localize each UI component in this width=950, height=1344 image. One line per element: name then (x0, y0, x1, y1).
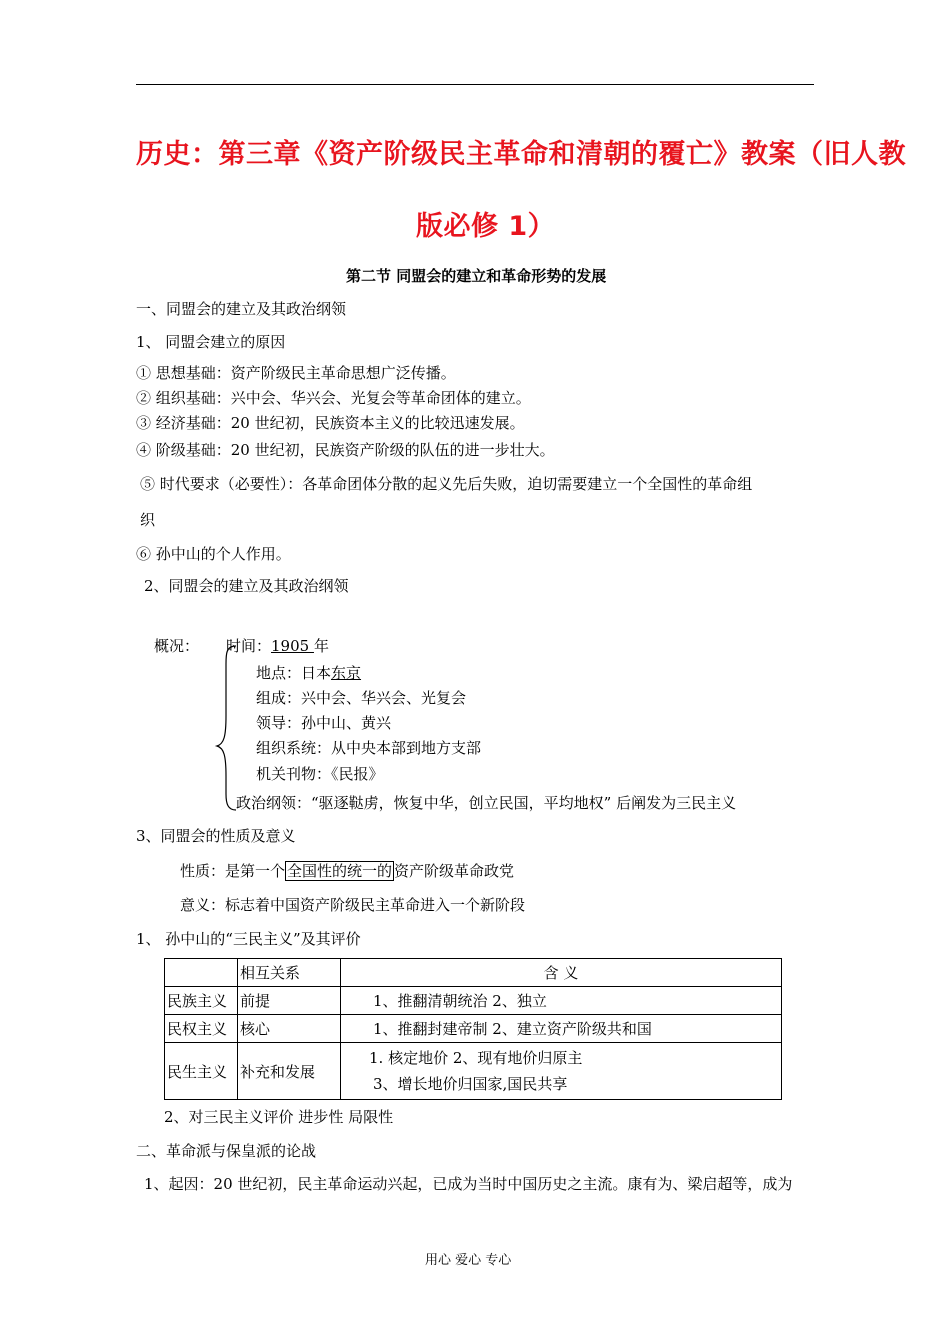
time-value: 1905 (271, 637, 314, 655)
table-row (165, 1015, 782, 1043)
page-footer: 用心 爱心 专心 (425, 1253, 512, 1268)
table-cell (341, 1043, 782, 1100)
table-cell: 补充和发展 (238, 1043, 341, 1100)
table-cell-line: 1. 核定地价 2、现有地价归原主 (369, 1049, 583, 1067)
overview-item-4: 机关刊物：《民报》 (256, 765, 384, 783)
table-cell: 民族主义 (165, 987, 238, 1015)
meaning-line: 意义：标志着中国资产阶级民主革命进入一个新阶段 (180, 896, 526, 914)
table-row (165, 1043, 782, 1100)
brace-icon (214, 644, 240, 812)
section-title: 第二节 同盟会的建立和革命形势的发展 (346, 267, 607, 285)
table-cell: 前提 (238, 987, 341, 1015)
heading-1-3: 3、同盟会的性质及意义 (136, 827, 296, 845)
overview-item-2: 领导：孙中山、黄兴 (256, 714, 392, 732)
overview-program: 政治纲领：“驱逐鞑虏，恢复中华，创立民国，平均地权” 后阐发为三民主义 (236, 794, 737, 812)
reason-6: ⑥ 孙中山的个人作用。 (136, 545, 291, 563)
reason-3: ③ 经济基础：20 世纪初，民族资本主义的比较迅速发展。 (136, 414, 525, 432)
header-rule (136, 84, 814, 85)
reason-5: ⑤ 时代要求（必要性）：各革命团体分散的起义先后失败，迫切需要建立一个全国性的革命组 (140, 475, 753, 493)
nature-boxed: 全国性的统一的 (287, 862, 393, 880)
table-header-cell: 相互关系 (238, 959, 341, 987)
table-row (165, 987, 782, 1015)
table-cell-line: 3、增长地价归国家,国民共享 (373, 1075, 568, 1093)
reason-4: ④ 阶级基础：20 世纪初，民族资产阶级的队伍的进一步壮大。 (136, 441, 555, 459)
table-cell: 民生主义 (165, 1043, 238, 1100)
heading-1-4: 1、 孙中山的“三民主义”及其评价 (136, 930, 361, 948)
place-value: 东京 (331, 664, 362, 682)
heading-2: 二、革命派与保皇派的论战 (136, 1142, 317, 1160)
reason-1: ① 思想基础：资产阶级民主革命思想广泛传播。 (136, 364, 456, 382)
reason-5-cont: 织 (140, 511, 156, 529)
table-cell: 核心 (238, 1015, 341, 1043)
overview-item-3: 组织系统：从中央本部到地方支部 (256, 739, 482, 757)
evaluation-line: 2、对三民主义评价 进步性 局限性 (164, 1108, 394, 1126)
table-header-cell (165, 959, 238, 987)
table-cell: 1、推翻清朝统治 2、独立 (341, 987, 782, 1015)
table-cell: 民权主义 (165, 1015, 238, 1043)
heading-1-2: 2、同盟会的建立及其政治纲领 (144, 577, 349, 595)
heading-1-1: 1、 同盟会建立的原因 (136, 333, 286, 351)
table-cell: 1、推翻封建帝制 2、建立资产阶级共和国 (341, 1015, 782, 1043)
overview-label: 概况： (154, 637, 200, 655)
heading-2-1: 1、起因：20 世纪初，民主革命运动兴起，已成为当时中国历史之主流。康有为、梁启超等，成为 (144, 1175, 793, 1193)
overview-item-1: 组成：兴中会、华兴会、光复会 (256, 689, 467, 707)
overview-time: 时间：1905 年 (226, 637, 329, 655)
table-header-cell: 含 义 (341, 959, 782, 987)
table-header-row (165, 959, 782, 987)
reason-2: ② 组织基础：兴中会、华兴会、光复会等革命团体的建立。 (136, 389, 531, 407)
heading-1: 一、同盟会的建立及其政治纲领 (136, 300, 347, 318)
overview-place: 地点：日本东京 (256, 664, 362, 682)
document-title-line2: 版必修 1） (416, 211, 556, 242)
document-title-line1: 历史：第三章《资产阶级民主革命和清朝的覆亡》教案（旧人教 (136, 139, 906, 170)
nature-line: 性质：是第一个 全国性的统一的 资产阶级革命政党 (180, 862, 515, 880)
three-principles-table (164, 958, 782, 1100)
